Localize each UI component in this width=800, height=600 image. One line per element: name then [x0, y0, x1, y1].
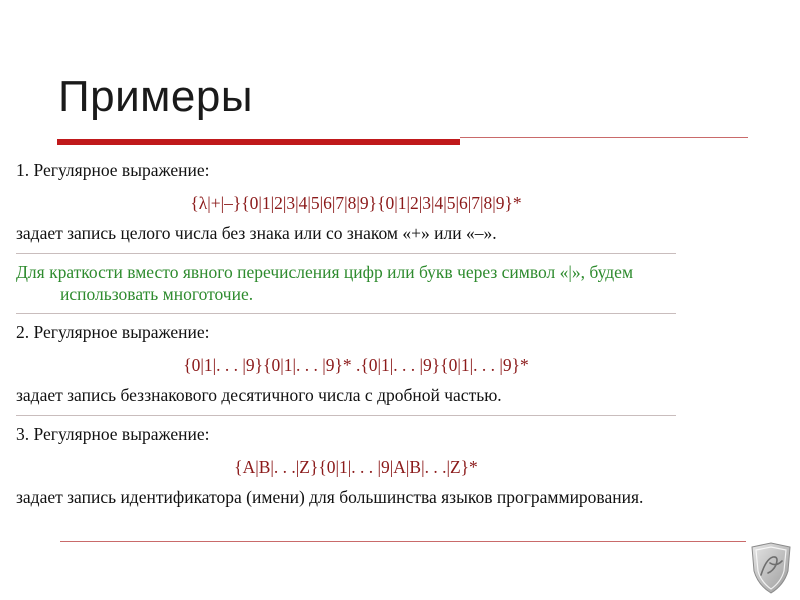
example-1-formula: {λ|+|–}{0|1|2|3|4|5|6|7|8|9}{0|1|2|3|4|5|6|7|8|9}*	[190, 192, 522, 213]
footer-rule	[60, 541, 746, 542]
example-2-description: задает запись беззнакового десятичного числа с дробной частью.	[16, 385, 502, 406]
divider	[16, 313, 676, 314]
example-3-formula: {A|B|. . .|Z}{0|1|. . . |9|A|B|. . .|Z}*	[234, 456, 478, 477]
example-2	[16, 322, 696, 407]
example-3	[16, 424, 696, 509]
title-underline-accent	[57, 139, 460, 145]
example-3-description: задает запись идентификатора (имени) для большинства языков программирования.	[16, 486, 644, 507]
slide-body	[16, 160, 696, 509]
example-1-description: задает запись целого числа без знака или со знаком «+» или «–».	[16, 222, 497, 243]
divider	[16, 415, 676, 416]
example-2-header: 2. Регулярное выражение:	[16, 322, 210, 343]
example-1	[16, 160, 696, 245]
example-2-formula: {0|1|. . . |9}{0|1|. . . |9}* .{0|1|. . . |9}{0|1|. . . |9}*	[183, 355, 529, 376]
shield-monogram-icon	[746, 541, 796, 595]
example-3-header: 3. Регулярное выражение:	[16, 424, 210, 444]
note-text: Для краткости вместо явного перечисления цифр или букв через символ «|», будем использовать многоточие.	[16, 261, 634, 304]
example-1-header: 1. Регулярное выражение:	[16, 160, 210, 180]
divider	[16, 253, 676, 254]
slide-title: Примеры	[58, 72, 253, 121]
title-underline-rule	[460, 137, 748, 138]
